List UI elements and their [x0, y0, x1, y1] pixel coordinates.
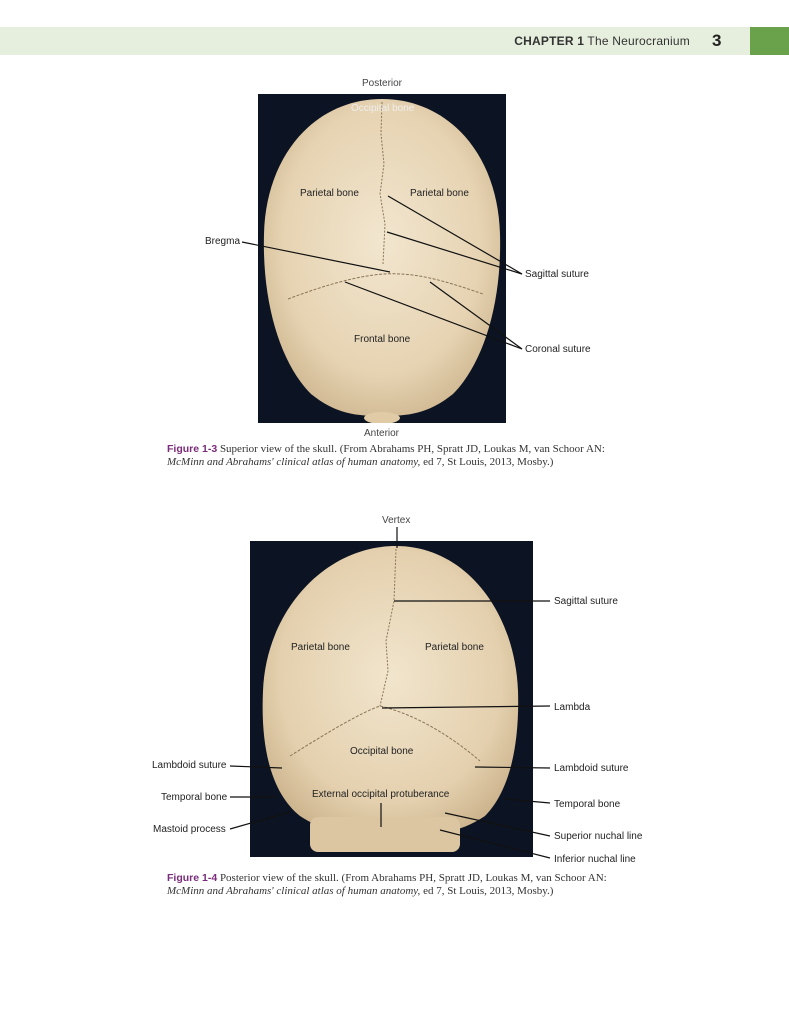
figure-1-3-label: Figure 1-3: [167, 443, 218, 455]
label-parietal-right: Parietal bone: [410, 188, 469, 199]
label-lambdoid-right: Lambdoid suture: [554, 763, 629, 774]
label-frontal-bone: Frontal bone: [354, 334, 411, 345]
figure-1-3-caption-text: Superior view of the skull. (From Abrahams PH, Spratt JD, Loukas M, van Schoor AN:: [219, 443, 605, 455]
header-tab: [750, 27, 789, 55]
label-coronal-suture: Coronal suture: [525, 344, 591, 355]
orientation-posterior: Posterior: [362, 78, 403, 89]
label-mastoid-process: Mastoid process: [153, 824, 226, 835]
label-bregma: Bregma: [205, 236, 241, 247]
label-sagittal-suture-2: Sagittal suture: [554, 596, 618, 607]
figure-1-3-caption-italic: McMinn and Abrahams' clinical atlas of human anatomy,: [167, 456, 421, 468]
label-temporal-right: Temporal bone: [554, 799, 621, 810]
label-temporal-left: Temporal bone: [161, 792, 228, 803]
figure-1-3-caption-tail: ed 7, St Louis, 2013, Mosby.): [423, 456, 554, 468]
label-sagittal-suture: Sagittal suture: [525, 269, 589, 280]
figure-1-4-caption-tail: ed 7, St Louis, 2013, Mosby.): [423, 885, 554, 897]
figure-1-3-caption: [167, 443, 637, 469]
label-occipital-bone-2: Occipital bone: [350, 746, 414, 757]
figure-1-3-photo: [258, 94, 506, 423]
figure-1-4-caption-italic: McMinn and Abrahams' clinical atlas of human anatomy,: [167, 885, 421, 897]
figure-1-4-caption: [167, 872, 637, 898]
label-lambdoid-left: Lambdoid suture: [152, 760, 227, 771]
label-occipital-bone: Occipital bone: [351, 103, 415, 114]
orientation-anterior: Anterior: [364, 428, 400, 439]
label-parietal-left-2: Parietal bone: [291, 642, 350, 653]
label-parietal-right-2: Parietal bone: [425, 642, 484, 653]
label-lambda: Lambda: [554, 702, 591, 713]
figure-1-4-label: Figure 1-4: [167, 872, 218, 884]
page-number: 3: [712, 31, 722, 50]
label-vertex: Vertex: [382, 515, 411, 526]
label-external-occipital-protuberance: External occipital protuberance: [312, 789, 450, 800]
label-superior-nuchal-line: Superior nuchal line: [554, 831, 643, 842]
chapter-label: CHAPTER 1: [514, 34, 585, 48]
running-head: [470, 34, 690, 48]
figure-1-4-caption-text: Posterior view of the skull. (From Abrahams PH, Spratt JD, Loukas M, van Schoor AN:: [219, 872, 607, 884]
label-parietal-left: Parietal bone: [300, 188, 359, 199]
figure-1-4-photo: [250, 541, 533, 857]
chapter-title: The Neurocranium: [587, 34, 690, 48]
label-inferior-nuchal-line: Inferior nuchal line: [554, 854, 636, 865]
